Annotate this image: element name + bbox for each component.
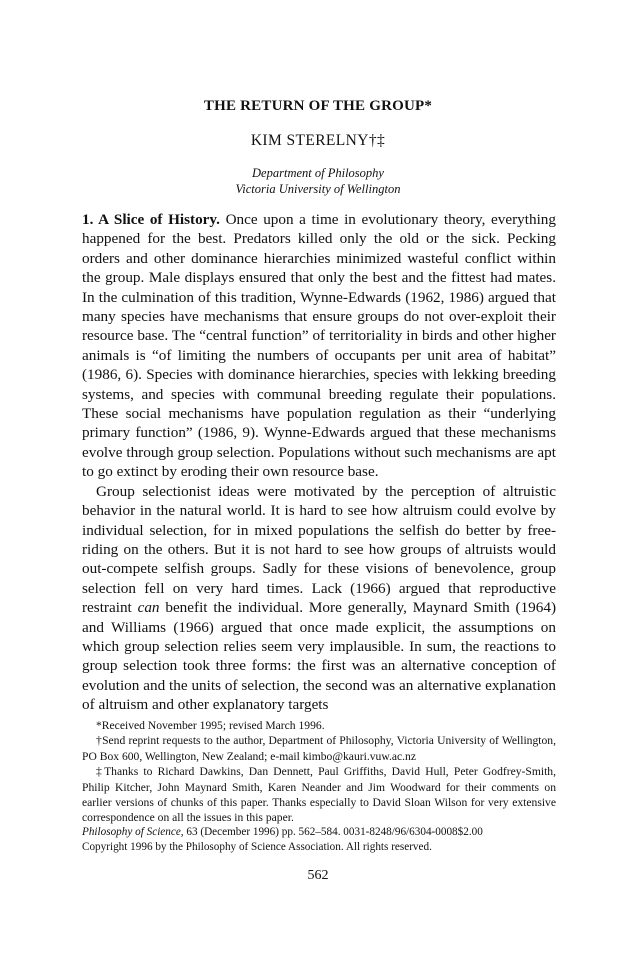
footnotes [82, 718, 556, 826]
paragraph-1 [82, 210, 556, 482]
footnote-thanks: ‡Thanks to Richard Dawkins, Dan Dennett, Paul Griffiths, David Hull, Peter Godfrey-Smith, Philip Kitcher, John Maynard Smith, Karen Neander and Jim Woodward for their comments on earlier versions of chunks of this paper. Thanks especially to David Sloan Wilson for very extensive correspondence on all the issues in this paper. [82, 765, 556, 825]
paragraph-2-text-b: benefit the individual. More generally, Maynard Smith (1964) and Williams (1966) argued that once made explicit, the assumptions on which group selection relies seem very implausible. In sum, the reactions to group selection took three forms: the first was an alternative conception of evolution and the units of selection, the second was an alternative explanation of altruism and other explanatory targets [82, 599, 557, 714]
department: Department of Philosophy [252, 166, 384, 180]
section-heading: 1. A Slice of History. [82, 211, 220, 228]
publication-info [82, 825, 556, 855]
page-number: 562 [307, 868, 329, 883]
main-body-text [82, 210, 556, 715]
university: Victoria University of Wellington [235, 182, 401, 196]
citation-line [82, 825, 556, 840]
citation-details: 63 (December 1996) pp. 562–584. 0031-8248/96/6304-0008$2.00 [183, 826, 483, 838]
footnote-received: *Received November 1995; revised March 1996. [96, 719, 325, 732]
paragraph-2 [82, 482, 556, 715]
article-title: THE RETURN OF THE GROUP* [203, 98, 433, 114]
footnote-reprint: †Send reprint requests to the author, Department of Philosophy, Victoria University of Wellington, PO Box 600, Wellington, New Zealand; e-mail kimbo@kauri.vuw.ac.nz [82, 734, 556, 763]
emphasis-can: can [137, 599, 160, 617]
paragraph-1-text: Once upon a time in evolutionary theory, everything happened for the best. Predators killed only the old or the sick. Pecking orders and other dominance hierarchies minimized wasteful conflict within the group. Male displays ensured that only the best and the fittest had mates. In the culmination of this tradition, Wynne-Edwards (1962, 1986) argued that many species have mechanisms that ensure groups do not over-exploit their resource base. The “central function” of territoriality in birds and other higher animals is “of limiting the numbers of occupants per unit area of habitat” (1986, 6). Species with dominance hierarchies, species with lekking breeding systems, and species with communal breeding regulate their populations. These social mechanisms have population regulation as their “underlying primary function” (1986, 9). Wynne-Edwards argued that these mechanisms evolve through group selection. Populations without such mechanisms are apt to go extinct by eroding their own resource base. [82, 211, 556, 481]
copyright-line: Copyright 1996 by the Philosophy of Science Association. All rights reserved. [82, 841, 432, 853]
journal-name: Philosophy of Science, [82, 826, 184, 838]
author-affiliation [0, 165, 636, 197]
author-name: KIM STERELNY†‡ [250, 132, 386, 149]
paragraph-2-text-a: Group selectionist ideas were motivated by the perception of altruistic behavior in the natural world. It is hard to see how altruism could evolve by individual selection, for in mixed populations the selfish do better by free-riding on the others. But it is not hard to see how groups of altruists would out-compete selfish groups. Sadly for these visions of benevolence, group selection fell on very hard times. Lack (1966) argued that reproductive restraint [82, 482, 556, 617]
